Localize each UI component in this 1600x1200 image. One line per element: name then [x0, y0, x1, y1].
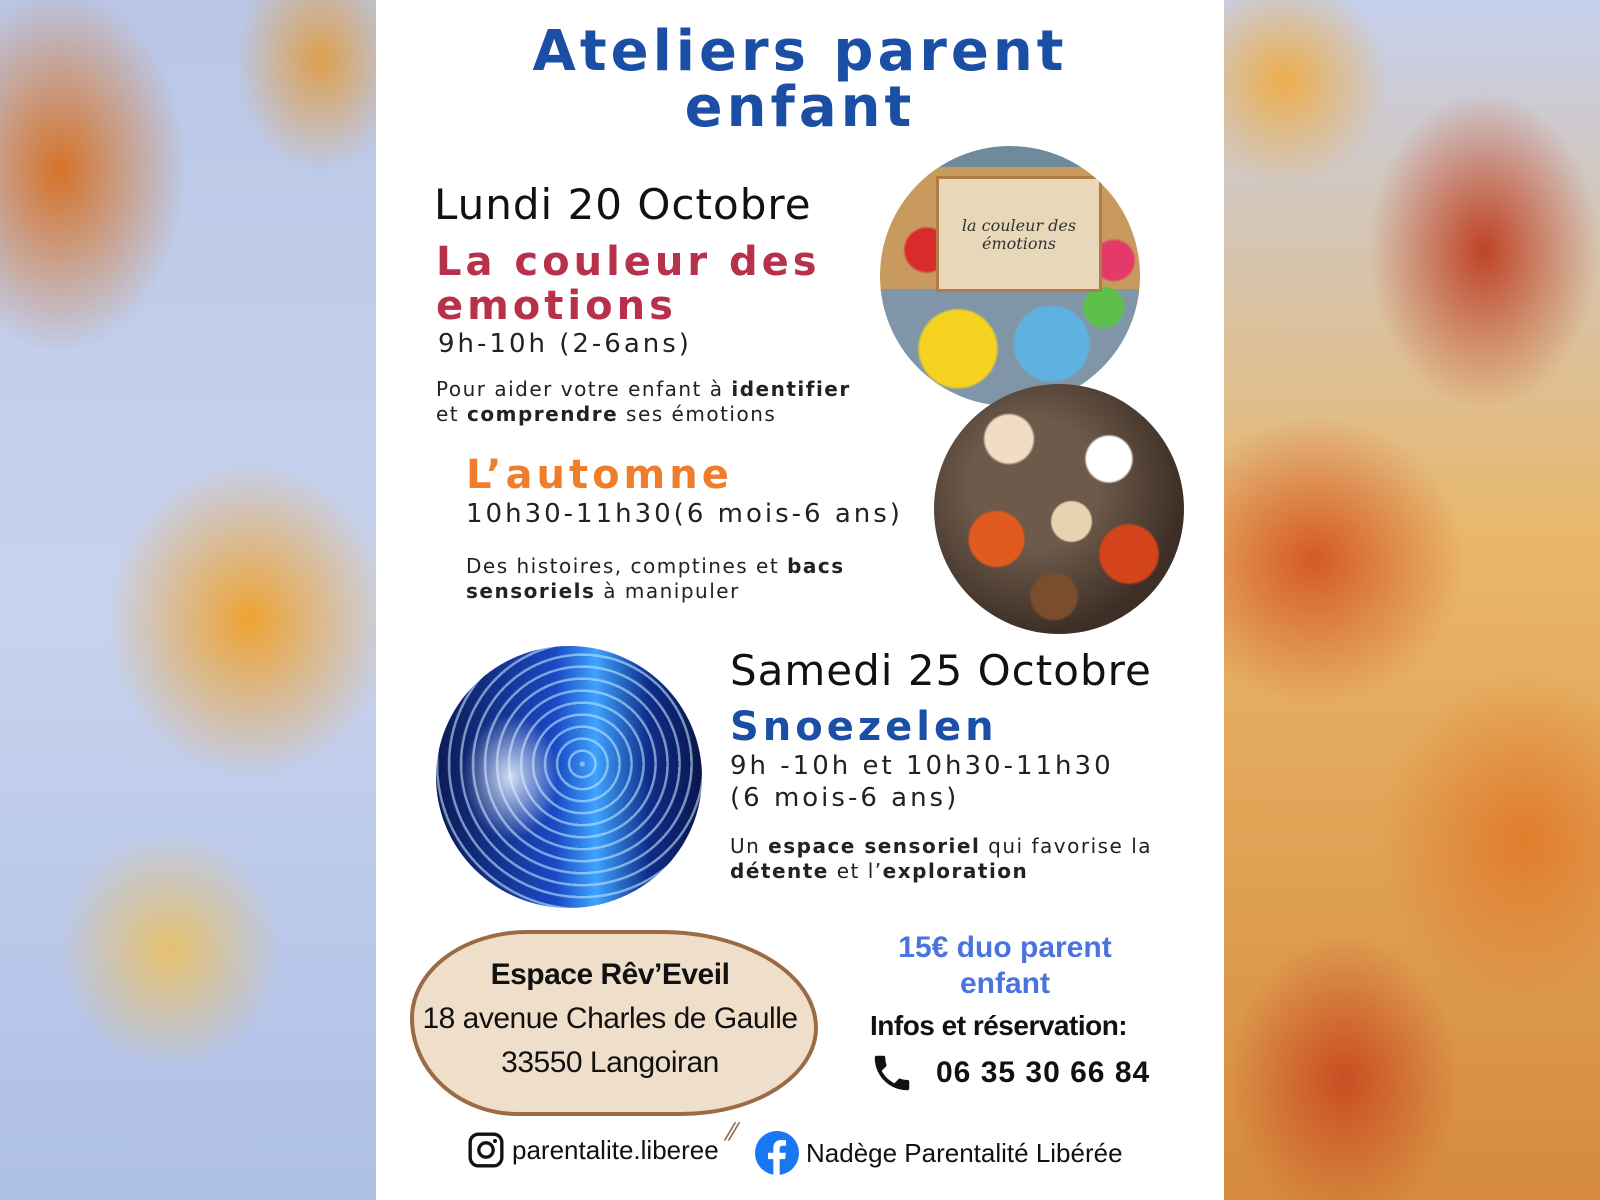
desc-bold: exploration	[882, 859, 1029, 883]
desc-text: et	[436, 402, 468, 426]
phone-contact[interactable]	[868, 1050, 1150, 1096]
activity3-description	[730, 834, 1152, 884]
instagram-label[interactable]: parentalite.liberee	[512, 1134, 719, 1165]
facebook-page[interactable]	[754, 1130, 1123, 1176]
price-line-2: enfant	[960, 967, 1050, 1000]
desc-text: et l’	[828, 859, 883, 883]
price	[880, 930, 1130, 1002]
desc-text: ses émotions	[618, 402, 777, 426]
title-line-1: Ateliers parent	[532, 19, 1068, 84]
phone-icon	[868, 1050, 916, 1096]
session2-date: Samedi 25 Octobre	[730, 646, 1152, 695]
activity-title-line-2: emotions	[436, 283, 677, 329]
activity1-description	[436, 377, 851, 427]
time-line-2: (6 mois-6 ans)	[730, 783, 960, 813]
activity-couleur-emotions-title	[436, 240, 821, 328]
activity-automne-title: L’automne	[466, 452, 733, 498]
price-line-1: 15€ duo parent	[898, 931, 1112, 964]
book-cover-title: la couleur des émotions	[961, 216, 1077, 253]
flyer-title	[376, 19, 1224, 140]
session1-date: Lundi 20 Octobre	[434, 180, 812, 229]
desc-bold: bacs	[787, 554, 845, 578]
instagram-icon	[466, 1130, 506, 1170]
desc-bold: détente	[730, 859, 829, 883]
desc-text: à manipuler	[595, 579, 740, 603]
bubble-tail-marks: ⁄⁄	[728, 1118, 737, 1146]
book-cover	[936, 176, 1102, 292]
instagram-handle[interactable]	[466, 1130, 719, 1170]
background-leaves-left	[0, 0, 376, 1200]
activity-title-line-1: La couleur des	[436, 239, 821, 285]
photo-couleur-emotions	[880, 146, 1140, 406]
desc-text: Pour aider votre enfant à	[436, 377, 732, 401]
photo-snoezelen	[436, 646, 702, 908]
desc-text: Un	[730, 834, 769, 858]
venue-street: 18 avenue Charles de Gaulle	[422, 1002, 798, 1035]
activity2-description	[466, 554, 845, 604]
photo-automne-sensory-bin	[934, 384, 1184, 634]
desc-bold: identifier	[731, 377, 851, 401]
activity1-time: 9h-10h (2-6ans)	[438, 329, 692, 359]
activity-snoezelen-title: Snoezelen	[730, 704, 998, 750]
facebook-icon	[754, 1130, 800, 1176]
desc-bold: espace sensoriel	[768, 834, 981, 858]
activity3-time	[730, 750, 1114, 814]
infos-label: Infos et réservation:	[870, 1010, 1128, 1041]
desc-bold: comprendre	[467, 402, 619, 426]
background-leaves-right	[1224, 0, 1600, 1200]
facebook-label[interactable]: Nadège Parentalité Libérée	[806, 1137, 1123, 1168]
activity2-time: 10h30-11h30(6 mois-6 ans)	[466, 499, 903, 529]
phone-number[interactable]: 06 35 30 66 84	[936, 1056, 1151, 1089]
time-line-1: 9h -10h et 10h30-11h30	[730, 751, 1114, 781]
venue-city: 33550 Langoiran	[501, 1046, 719, 1079]
title-line-2: enfant	[684, 75, 916, 140]
desc-bold: sensoriels	[466, 579, 596, 603]
desc-text: Des histoires, comptines et	[466, 554, 788, 578]
desc-text: qui favorise la	[980, 834, 1153, 858]
venue-name: Espace Rêv’Eveil	[490, 958, 730, 991]
